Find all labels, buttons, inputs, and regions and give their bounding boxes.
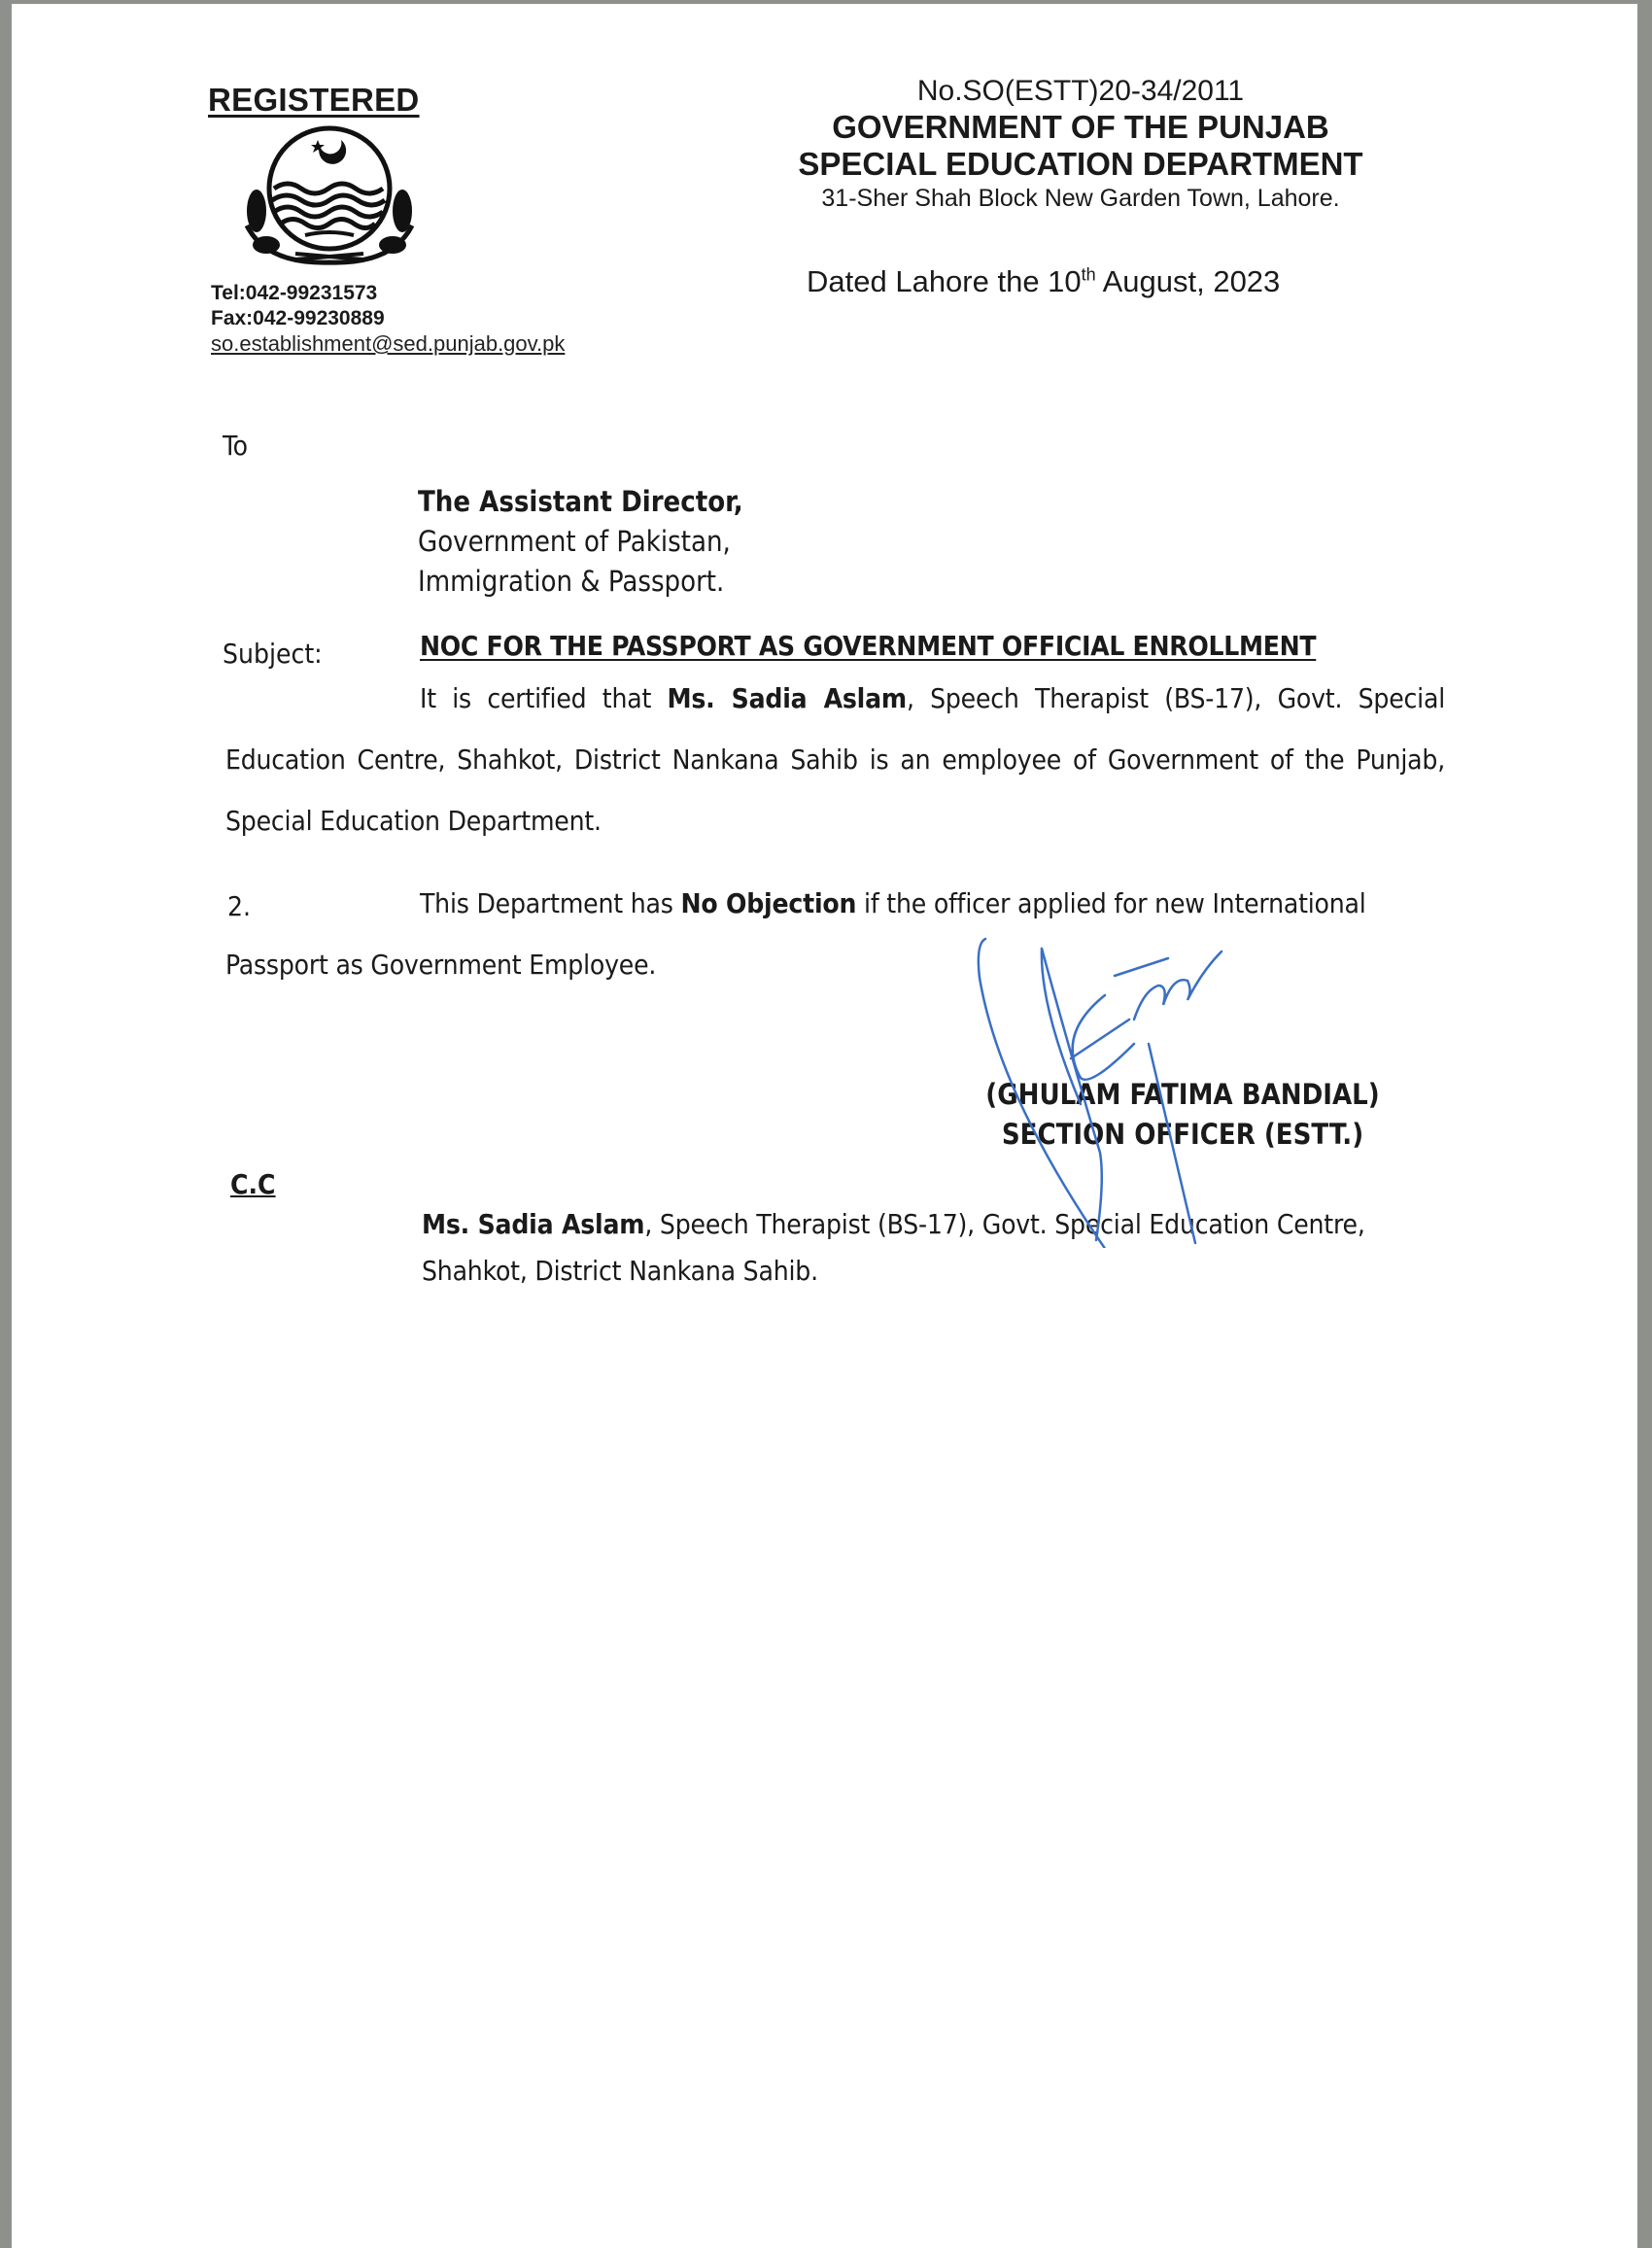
punjab-emblem-icon: [227, 119, 431, 274]
date-line: [807, 264, 1280, 299]
addressee-line-3: Immigration & Passport.: [418, 565, 725, 598]
paragraph-1-text-cont: , Speech Therapist (BS-17), Govt. Special Education Centre, Shahkot, District Nankana Sahib is an employee of Government of the Punjab, Special Education Department.: [225, 682, 1445, 837]
date-prefix: Dated Lahore the 10: [807, 264, 1082, 298]
paragraph-2-text-cont: if the officer applied for new International Passport as Government Employee.: [225, 887, 1366, 981]
cc-recipient: [422, 1201, 1462, 1295]
date-suffix: August, 2023: [1095, 264, 1281, 298]
paragraph-2-number: 2.: [227, 890, 252, 922]
subject-label: Subject:: [223, 638, 323, 670]
contact-details: [211, 281, 565, 357]
signatory-name: (GHULAM FATIMA BANDIAL): [985, 1078, 1380, 1111]
paragraph-1: [225, 668, 1445, 851]
cc-recipient-name: Ms. Sadia Aslam: [422, 1208, 645, 1240]
signatory-designation: SECTION OFFICER (ESTT.): [1001, 1118, 1364, 1151]
letterhead-header: [750, 74, 1411, 214]
paragraph-1-text: It is certified that: [420, 682, 668, 714]
employee-name: Ms. Sadia Aslam: [667, 682, 907, 714]
fax: Fax:042-99230889: [211, 307, 385, 329]
letter-page: [12, 4, 1637, 2248]
no-objection-text: No Objection: [680, 887, 857, 919]
subject-text: NOC FOR THE PASSPORT AS GOVERNMENT OFFICIAL ENROLLMENT: [420, 630, 1317, 662]
paragraph-2: [225, 873, 1450, 995]
telephone: Tel:042-99231573: [211, 282, 378, 304]
department-address: 31-Sher Shah Block New Garden Town, Lahore.: [821, 185, 1340, 212]
email-link[interactable]: so.establishment@sed.punjab.gov.pk: [211, 331, 566, 356]
addressee-block: [418, 482, 743, 602]
date-ordinal: th: [1081, 264, 1096, 285]
cc-recipient-details: , Speech Therapist (BS-17), Govt. Special Education Centre, Shahkot, District Nankana Sahib.: [422, 1208, 1365, 1287]
addressee-line-2: Government of Pakistan,: [418, 525, 731, 558]
signatory-block: [964, 1075, 1401, 1155]
cc-label: C.C: [230, 1168, 276, 1200]
government-title: GOVERNMENT OF THE PUNJAB: [832, 109, 1329, 145]
paragraph-2-text: This Department has: [420, 887, 681, 919]
department-title: SPECIAL EDUCATION DEPARTMENT: [798, 146, 1363, 182]
addressee-title: The Assistant Director,: [418, 485, 743, 518]
registered-label: REGISTERED: [208, 82, 420, 118]
reference-number: No.SO(ESTT)20-34/2011: [916, 75, 1245, 107]
to-label: To: [223, 430, 249, 462]
